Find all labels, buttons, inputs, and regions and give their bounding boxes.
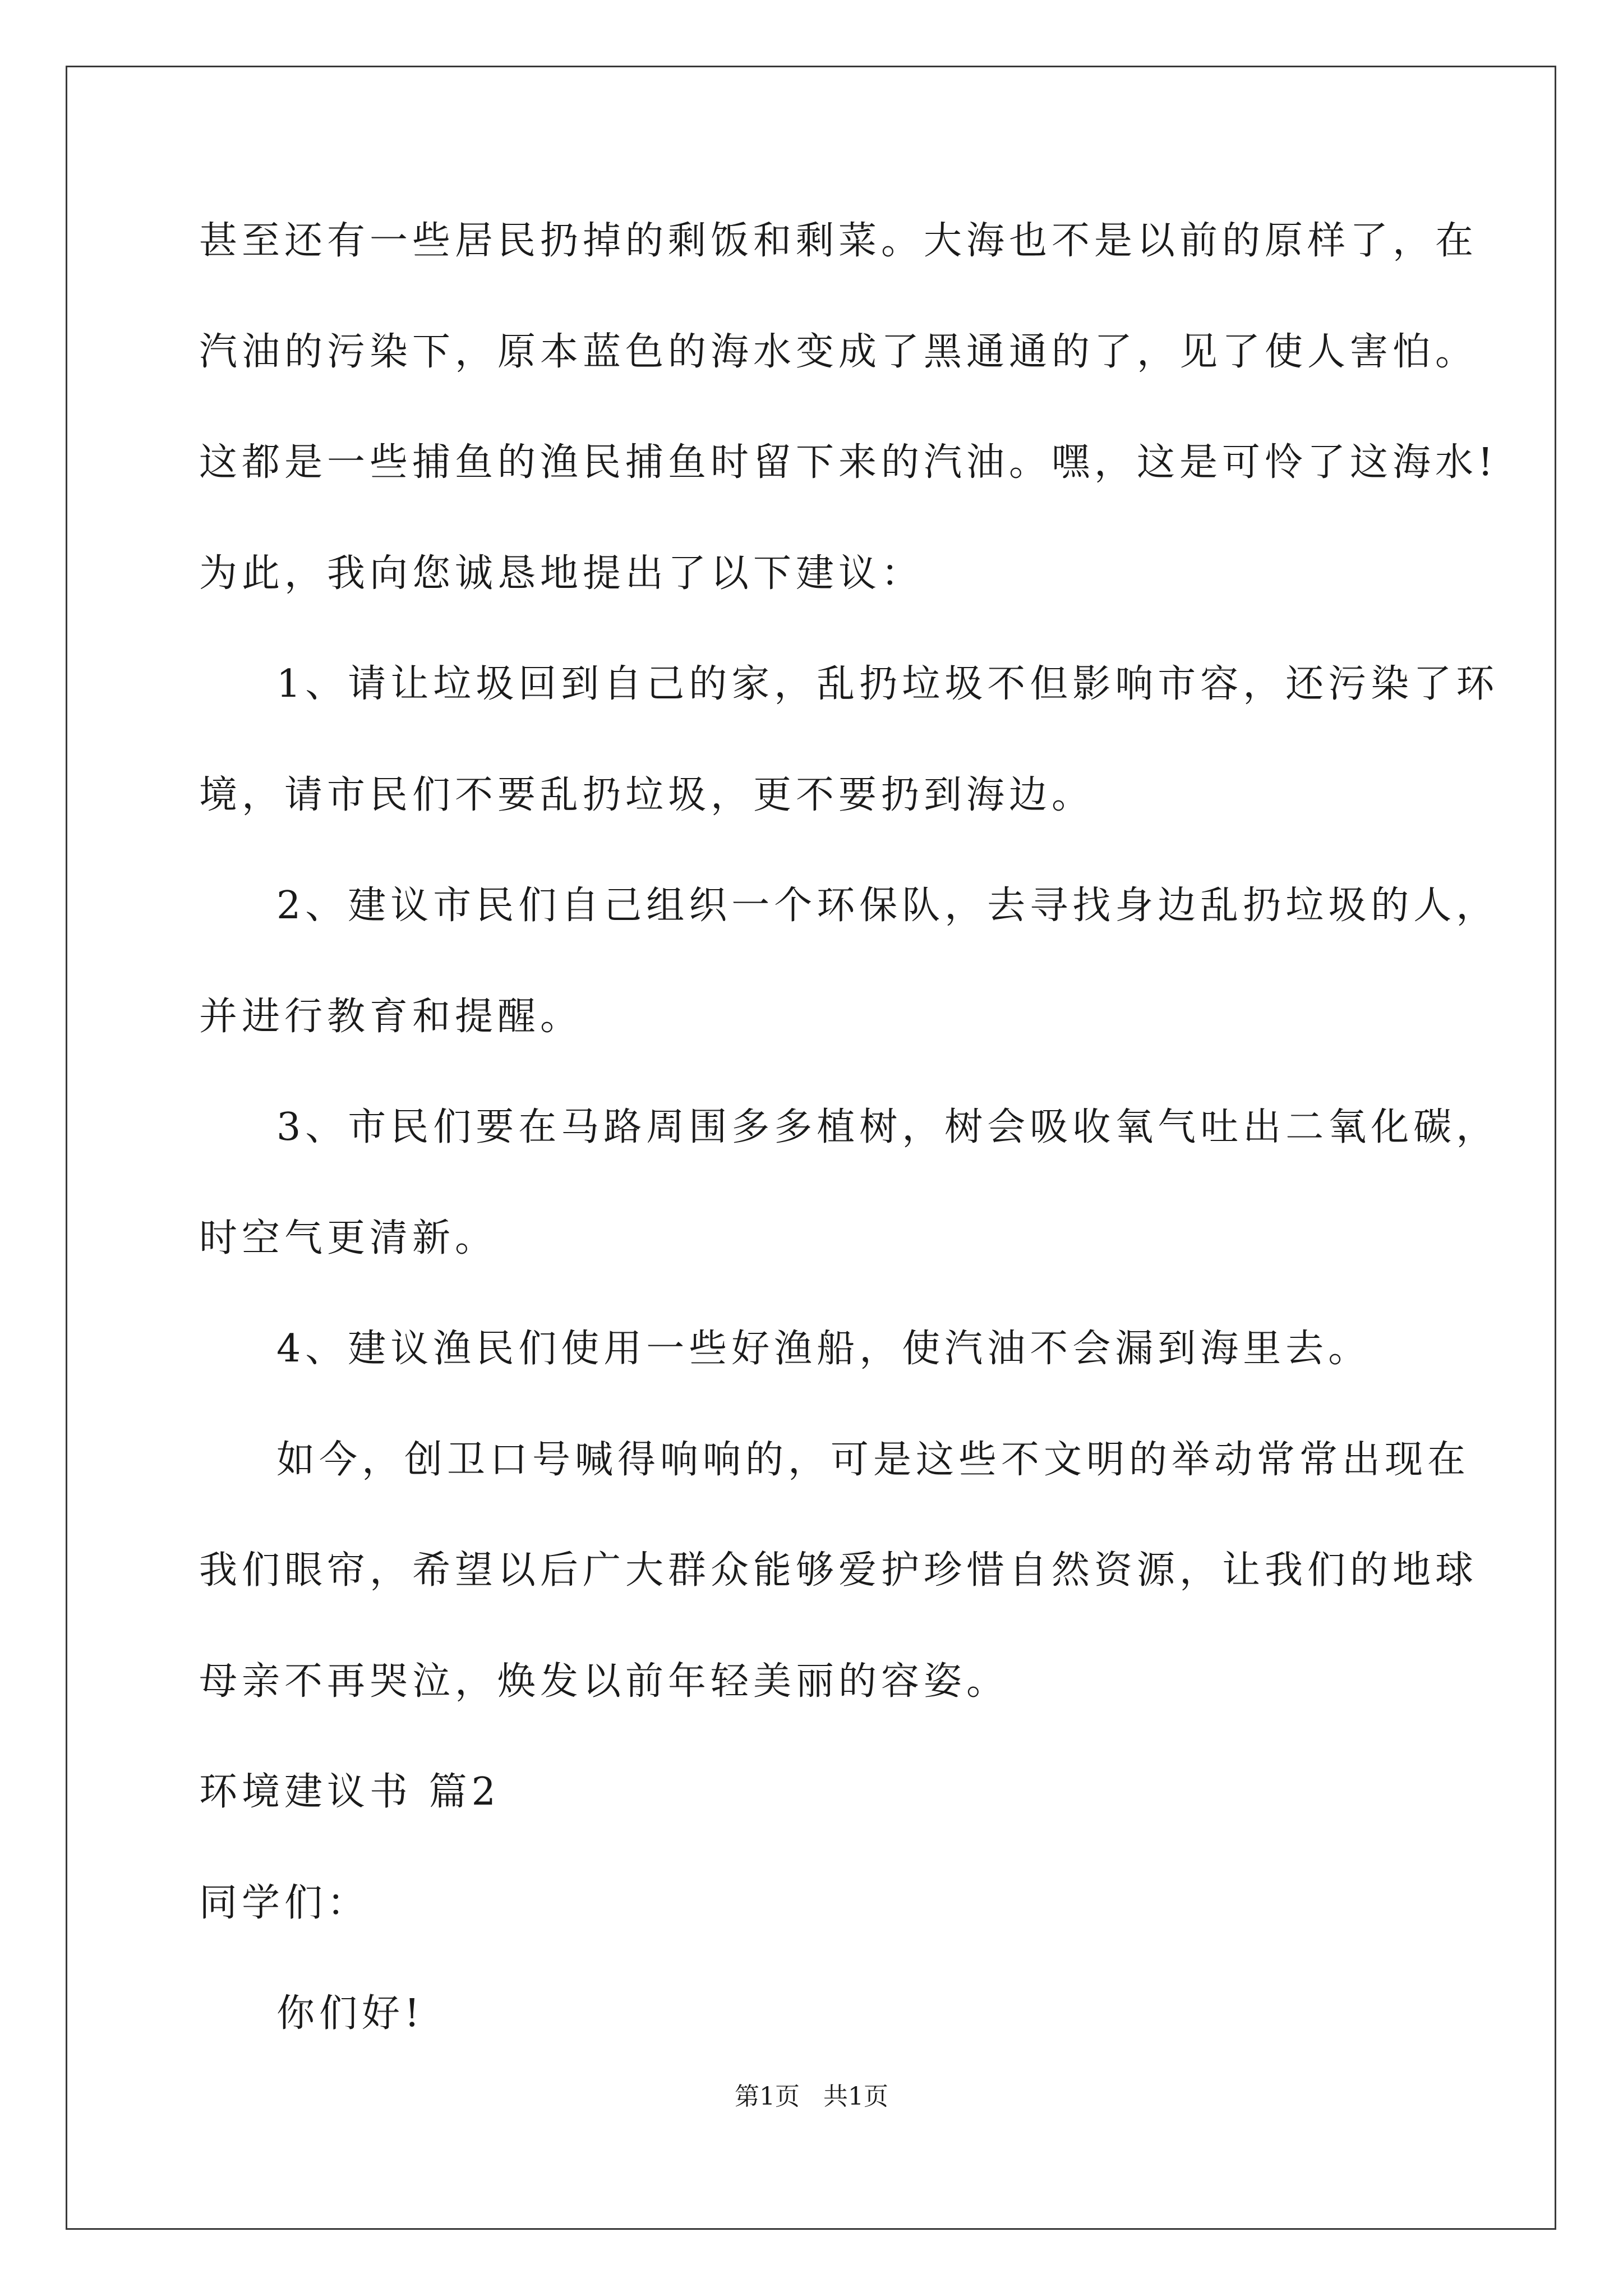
paragraph-line: 汽油的污染下，原本蓝色的海水变成了黑通通的了，见了使人害怕。 bbox=[199, 330, 1478, 374]
list-item-3: 3、市民们要在马路周围多多植树，树会吸收氧气吐出二氧化碳， bbox=[276, 1105, 1499, 1149]
section-heading: 环境建议书 篇2 bbox=[199, 1770, 500, 1814]
greeting: 你们好! bbox=[276, 1991, 425, 2036]
paragraph-line: 为此，我向您诚恳地提出了以下建议： bbox=[199, 551, 924, 596]
list-item-2: 2、建议市民们自己组织一个环保队，去寻找身边乱扔垃圾的人， bbox=[276, 884, 1499, 928]
list-item-1: 1、请让垃圾回到自己的家，乱扔垃圾不但影响市容，还污染了环 bbox=[276, 662, 1499, 706]
paragraph-line: 母亲不再哭泣，焕发以前年轻美丽的容姿。 bbox=[199, 1659, 1009, 1704]
paragraph-line: 这都是一些捕鱼的渔民捕鱼时留下来的汽油。嘿，这是可怜了这海水! bbox=[199, 440, 1498, 485]
paragraph-line: 我们眼帘，希望以后广大群众能够爱护珍惜自然资源，让我们的地球 bbox=[199, 1548, 1478, 1593]
salutation: 同学们： bbox=[199, 1881, 370, 1925]
paragraph-line: 甚至还有一些居民扔掉的剩饭和剩菜。大海也不是以前的原样了，在 bbox=[199, 219, 1478, 263]
paragraph-line: 如今，创卫口号喊得响响的，可是这些不文明的举动常常出现在 bbox=[276, 1438, 1470, 1482]
page-number: 第1页 bbox=[735, 2082, 800, 2111]
paragraph-line: 境，请市民们不要乱扔垃圾，更不要扔到海边。 bbox=[199, 773, 1095, 817]
paragraph-line: 并进行教育和提醒。 bbox=[199, 995, 583, 1039]
paragraph-line: 时空气更清新。 bbox=[199, 1216, 498, 1260]
list-item-4: 4、建议渔民们使用一些好渔船，使汽油不会漏到海里去。 bbox=[276, 1327, 1371, 1371]
page-total: 共1页 bbox=[823, 2082, 888, 2111]
page-footer bbox=[0, 2080, 1623, 2114]
